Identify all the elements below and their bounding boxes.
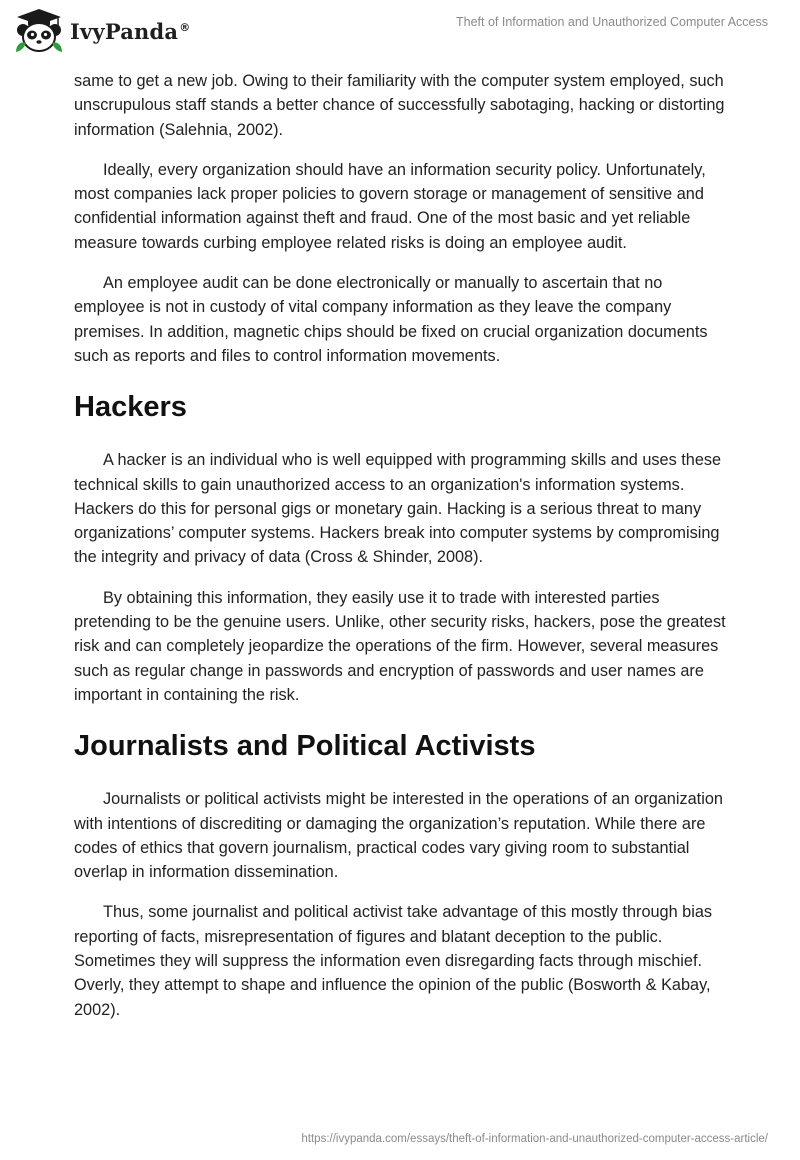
paragraph-7: Thus, some journalist and political activist take advantage of this mostly through bias reporting of facts, misrepresentation of figures and blatant deception to the public. Sometimes they will suppress the information even disregarding facts through mischief. Overly, they attempt to shape and influence the opinion of the public (Bosworth & Kabay, 2002).: [74, 903, 713, 1019]
paragraph-4: A hacker is an individual who is well equipped with programming skills and uses these technical skills to gain unauthorized access to an organization's information systems. Hackers do this for personal gigs or monetary gain. Hacking is a serious threat to many organizations’ computer systems. Hackers break into computer systems by compromising the integrity and privacy of data (Cross & Shinder, 2008).: [74, 451, 722, 567]
paragraph-5: By obtaining this information, they easily use it to trade with interested parties pretending to be the genuine users. Unlike, other security risks, hackers, pose the greatest risk and can completely jeopardize the operations of the firm. However, several measures such as regular change in passwords and encryption of passwords and user names are important in containing the risk.: [74, 588, 726, 704]
logo-registered-mark: ®: [179, 20, 191, 34]
article-body: [74, 69, 734, 1038]
panda-graduate-icon: [14, 8, 64, 54]
logo-text: IvyPanda: [70, 18, 179, 44]
paragraph-3: An employee audit can be done electronically or manually to ascertain that no employee is not in custody of vital company information as they leave the company premises. In addition, magnetic chips should be fixed on crucial organization documents such as reports and files to control information movements.: [74, 274, 708, 365]
paragraph-1: same to get a new job. Owing to their familiarity with the computer system employed, such unscrupulous staff stands a better chance of successfully sabotaging, hacking or distorting information (Salehnia, 2002).: [74, 72, 725, 139]
ivypanda-logo[interactable]: [14, 8, 190, 54]
paragraph-6: Journalists or political activists might be interested in the operations of an organization with intentions of discrediting or damaging the organization’s reputation. While there are codes of ethics that govern journalism, practical codes vary giving room to substantial overlap in information dissemination.: [74, 790, 723, 882]
page-header: [0, 0, 800, 66]
paragraph-2: Ideally, every organization should have an information security policy. Unfortunately, most companies lack proper policies to govern storage or management of sensitive and confidential information against theft and fraud. One of the most basic and yet reliable measure towards curbing employee related risks is doing an employee audit.: [74, 160, 706, 252]
heading-journalists: Journalists and Political Activists: [74, 730, 536, 763]
source-url[interactable]: https://ivypanda.com/essays/theft-of-information-and-unauthorized-computer-access-article/: [301, 1133, 768, 1145]
document-title: Theft of Information and Unauthorized Computer Access: [456, 15, 768, 29]
logo-wordmark: [70, 19, 190, 44]
heading-hackers: Hackers: [74, 391, 187, 424]
